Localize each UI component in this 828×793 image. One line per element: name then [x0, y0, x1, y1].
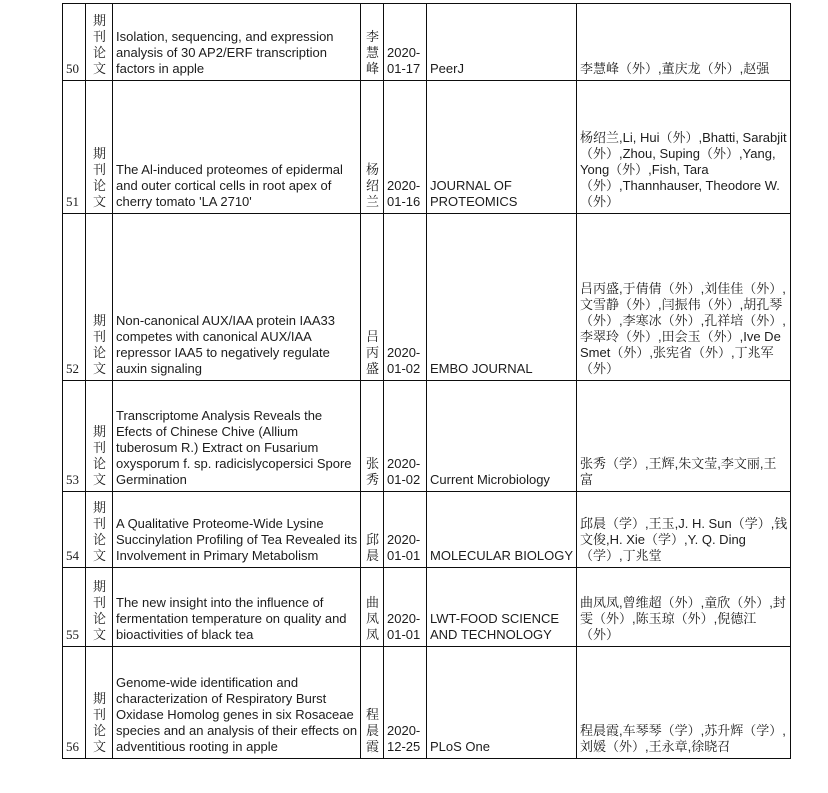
table-row: [63, 81, 791, 214]
title-cell: The new insight into the influence of fermentation temperature on quality and bioactivities of black tea: [113, 568, 361, 647]
coauthors-cell: 杨绍兰,Li, Hui（外）,Bhatti, Sarabjit（外）,Zhou, Suping（外）,Yang, Yong（外）,Fish, Tara（外）,Thannhauser, Theodore W.（外）: [577, 81, 791, 214]
title-cell: Isolation, sequencing, and expression analysis of 30 AP2/ERF transcription factors in apple: [113, 4, 361, 81]
row-number-cell: 55: [63, 568, 86, 647]
table-row: [63, 4, 791, 81]
first-author-cell: 吕丙盛: [361, 214, 384, 381]
journal-cell: Current Microbiology: [427, 381, 577, 492]
coauthors-cell: 李慧峰（外）,董庆龙（外）,赵强: [577, 4, 791, 81]
date-cell: 2020-01-01: [384, 492, 427, 568]
row-number-cell: 52: [63, 214, 86, 381]
coauthors-cell: 曲凤凤,曾维超（外）,童欣（外）,封雯（外）,陈玉琼（外）,倪德江（外）: [577, 568, 791, 647]
table-row: [63, 568, 791, 647]
publications-table-body: [63, 4, 791, 759]
journal-cell: PeerJ: [427, 4, 577, 81]
publication-type-cell: 期刊论文: [86, 568, 113, 647]
publication-type-cell: 期刊论文: [86, 214, 113, 381]
title-cell: The Al-induced proteomes of epidermal and outer cortical cells in root apex of cherry tomato 'LA 2710': [113, 81, 361, 214]
journal-cell: LWT-FOOD SCIENCE AND TECHNOLOGY: [427, 568, 577, 647]
title-cell: A Qualitative Proteome-Wide Lysine Succinylation Profiling of Tea Revealed its Involvement in Primary Metabolism: [113, 492, 361, 568]
journal-cell: PLoS One: [427, 647, 577, 759]
date-cell: 2020-01-16: [384, 81, 427, 214]
journal-cell: EMBO JOURNAL: [427, 214, 577, 381]
title-cell: Non-canonical AUX/IAA protein IAA33 competes with canonical AUX/IAA repressor IAA5 to negatively regulate auxin signaling: [113, 214, 361, 381]
row-number-cell: 56: [63, 647, 86, 759]
row-number-cell: 50: [63, 4, 86, 81]
journal-cell: JOURNAL OF PROTEOMICS: [427, 81, 577, 214]
first-author-cell: 李慧峰: [361, 4, 384, 81]
first-author-cell: 张秀: [361, 381, 384, 492]
table-row: [63, 381, 791, 492]
first-author-cell: 曲凤凤: [361, 568, 384, 647]
date-cell: 2020-12-25: [384, 647, 427, 759]
coauthors-cell: 张秀（学）,王辉,朱文莹,李文丽,王富: [577, 381, 791, 492]
date-cell: 2020-01-02: [384, 381, 427, 492]
table-row: [63, 492, 791, 568]
date-cell: 2020-01-17: [384, 4, 427, 81]
publication-type-cell: 期刊论文: [86, 4, 113, 81]
row-number-cell: 51: [63, 81, 86, 214]
table-row: [63, 647, 791, 759]
first-author-cell: 邱晨: [361, 492, 384, 568]
title-cell: Transcriptome Analysis Reveals the Efects of Chinese Chive (Allium tuberosum R.) Extract on Fusarium oxysporum f. sp. radicislycopersici Spore Germination: [113, 381, 361, 492]
row-number-cell: 53: [63, 381, 86, 492]
coauthors-cell: 吕丙盛,于倩倩（外）,刘佳佳（外）,文雪静（外）,闫振伟（外）,胡孔琴（外）,李寒冰（外）,孔祥培（外）,李翠玲（外）,田会玉（外）,Ive De Smet（外）,张宪省（外）,丁兆军（外）: [577, 214, 791, 381]
first-author-cell: 杨绍兰: [361, 81, 384, 214]
title-cell: Genome-wide identification and characterization of Respiratory Burst Oxidase Homolog genes in six Rosaceae species and an analysis of their effects on adventitious rooting in apple: [113, 647, 361, 759]
publication-type-cell: 期刊论文: [86, 81, 113, 214]
publications-table: [62, 3, 791, 759]
row-number-cell: 54: [63, 492, 86, 568]
coauthors-cell: 邱晨（学）,王玉,J. H. Sun（学）,钱文俊,H. Xie（学）,Y. Q. Ding（学）,丁兆堂: [577, 492, 791, 568]
date-cell: 2020-01-01: [384, 568, 427, 647]
publication-type-cell: 期刊论文: [86, 381, 113, 492]
date-cell: 2020-01-02: [384, 214, 427, 381]
coauthors-cell: 程晨霞,车琴琴（学）,苏升辉（学）,刘媛（外）,王永章,徐晓召: [577, 647, 791, 759]
table-row: [63, 214, 791, 381]
first-author-cell: 程晨霞: [361, 647, 384, 759]
publication-type-cell: 期刊论文: [86, 647, 113, 759]
publication-type-cell: 期刊论文: [86, 492, 113, 568]
journal-cell: MOLECULAR BIOLOGY: [427, 492, 577, 568]
